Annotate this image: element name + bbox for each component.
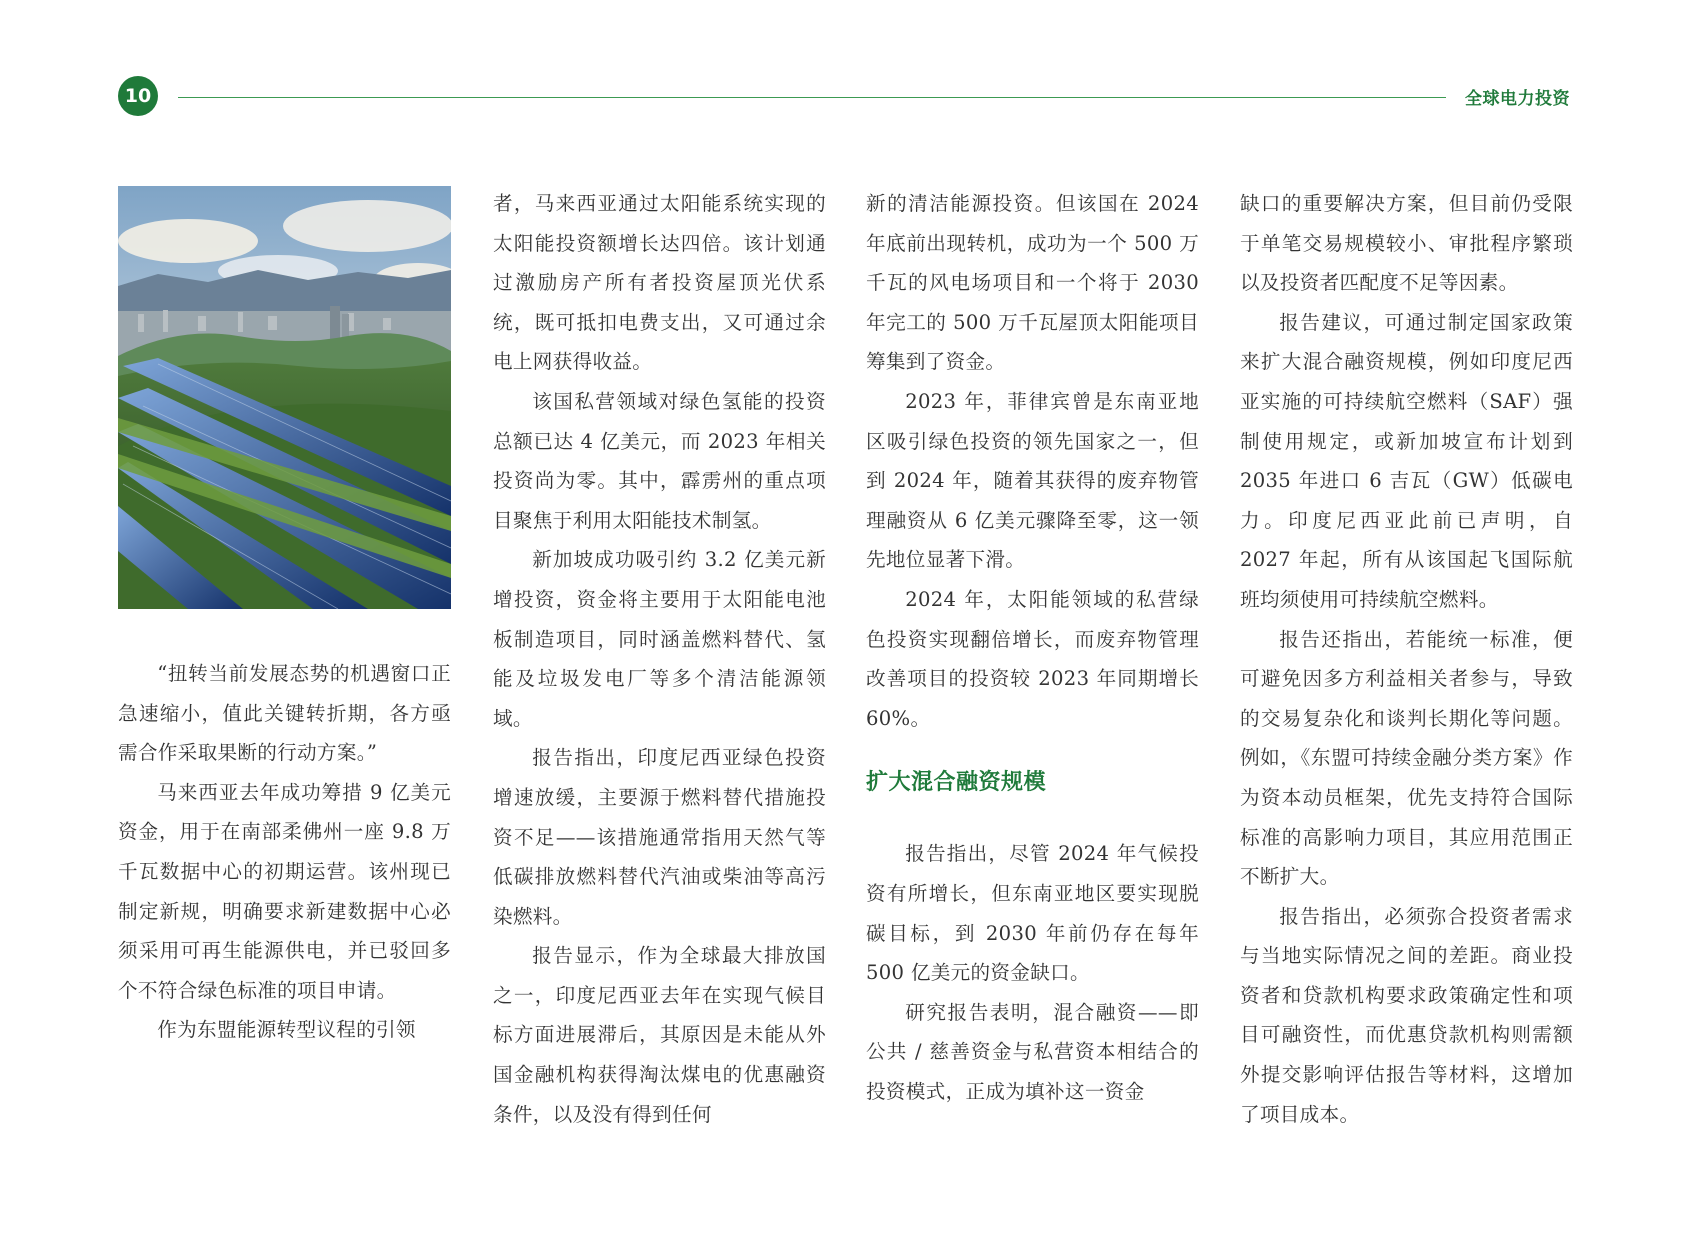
paragraph: 新的清洁能源投资。但该国在 2024 年底前出现转机，成功为一个 500 万千瓦的风电场项目和一个将于 2030 年完工的 500 万千瓦屋顶太阳能项目筹集到了资金。 <box>866 192 1199 374</box>
section-heading: 扩大混合融资规模 <box>866 770 1047 796</box>
paragraph: 新加坡成功吸引约 3.2 亿美元新增投资，资金将主要用于太阳能电池板制造项目，同时涵盖燃料替代、氢能及垃圾发电厂等多个清洁能源领域。 <box>493 548 826 730</box>
solar-panel-field-city-icon <box>118 186 451 609</box>
paragraph: 马来西亚去年成功筹措 9 亿美元资金，用于在南部柔佛州一座 9.8 万千瓦数据中心的初期运营。该州现已制定新规，明确要求新建数据中心必须采用可再生能源供电，并已驳回多个不符合绿色标准的项目申请。 <box>118 780 451 1002</box>
header-divider <box>178 97 1446 98</box>
paragraph: 报告还指出，若能统一标准，便可避免因多方利益相关者参与，导致的交易复杂化和谈判长期化等问题。例如，《东盟可持续金融分类方案》作为资本动员框架，优先支持符合国际标准的高影响力项目，其应用范围正不断扩大。 <box>1240 627 1573 889</box>
text-column-3 <box>866 184 1199 1111</box>
paragraph: 该国私营领域对绿色氢能的投资总额已达 4 亿美元，而 2023 年相关投资尚为零。其中，霹雳州的重点项目聚焦于利用太阳能技术制氢。 <box>493 389 826 532</box>
page-number: 10 <box>118 76 158 116</box>
paragraph: 报告指出，尽管 2024 年气候投资有所增长，但东南亚地区要实现脱碳目标，到 2030 年前仍存在每年 500 亿美元的资金缺口。 <box>866 842 1199 985</box>
text-column-4 <box>1240 184 1573 1134</box>
paragraph: 报告建议，可通过制定国家政策来扩大混合融资规模，例如印度尼西亚实施的可持续航空燃料（SAF）强制使用规定，或新加坡宣布计划到 2035 年进口 6 吉瓦（GW）低碳电力。印度尼西亚此前已声明，自 2027 年起，所有从该国起飞国际航班均须使用可持续航空燃料。 <box>1240 310 1573 611</box>
section-title: 全球电力投资 <box>1465 89 1570 109</box>
paragraph: 2023 年，菲律宾曾是东南亚地区吸引绿色投资的领先国家之一，但到 2024 年，随着其获得的废弃物管理融资从 6 亿美元骤降至零，这一领先地位显著下滑。 <box>866 389 1199 572</box>
text-column-1 <box>118 654 451 1050</box>
paragraph: 2024 年，太阳能领域的私营绿色投资实现翻倍增长，而废弃物管理改善项目的投资较 2023 年同期增长 60%。 <box>866 587 1199 730</box>
paragraph: 研究报告表明，混合融资——即公共 / 慈善资金与私营资本相结合的投资模式，正成为填补这一资金 <box>866 1000 1199 1103</box>
paragraph: 报告指出，必须弥合投资者需求与当地实际情况之间的差距。商业投资者和贷款机构要求政策确定性和项目可融资性，而优惠贷款机构则需额外提交影响评估报告等材料，这增加了项目成本。 <box>1240 904 1573 1126</box>
paragraph: 报告指出，印度尼西亚绿色投资增速放缓，主要源于燃料替代措施投资不足——该措施通常指用天然气等低碳排放燃料替代汽油或柴油等高污染燃料。 <box>493 746 826 928</box>
paragraph: 作为东盟能源转型议程的引领 <box>157 1018 416 1042</box>
text-column-2 <box>493 184 826 1134</box>
paragraph: 报告显示，作为全球最大排放国之一，印度尼西亚去年在实现气候目标方面进展滞后，其原因是未能从外国金融机构获得淘汰煤电的优惠融资条件，以及没有得到任何 <box>493 944 826 1126</box>
pull-quote: “扭转当前发展态势的机遇窗口正急速缩小，值此关键转折期，各方亟需合作采取果断的行动方案。” <box>118 662 451 765</box>
paragraph: 者，马来西亚通过太阳能系统实现的太阳能投资额增长达四倍。该计划通过激励房产所有者投资屋顶光伏系统，既可抵扣电费支出，又可通过余电上网获得收益。 <box>493 192 826 374</box>
paragraph: 缺口的重要解决方案，但目前仍受限于单笔交易规模较小、审批程序繁琐以及投资者匹配度不足等因素。 <box>1240 192 1573 295</box>
